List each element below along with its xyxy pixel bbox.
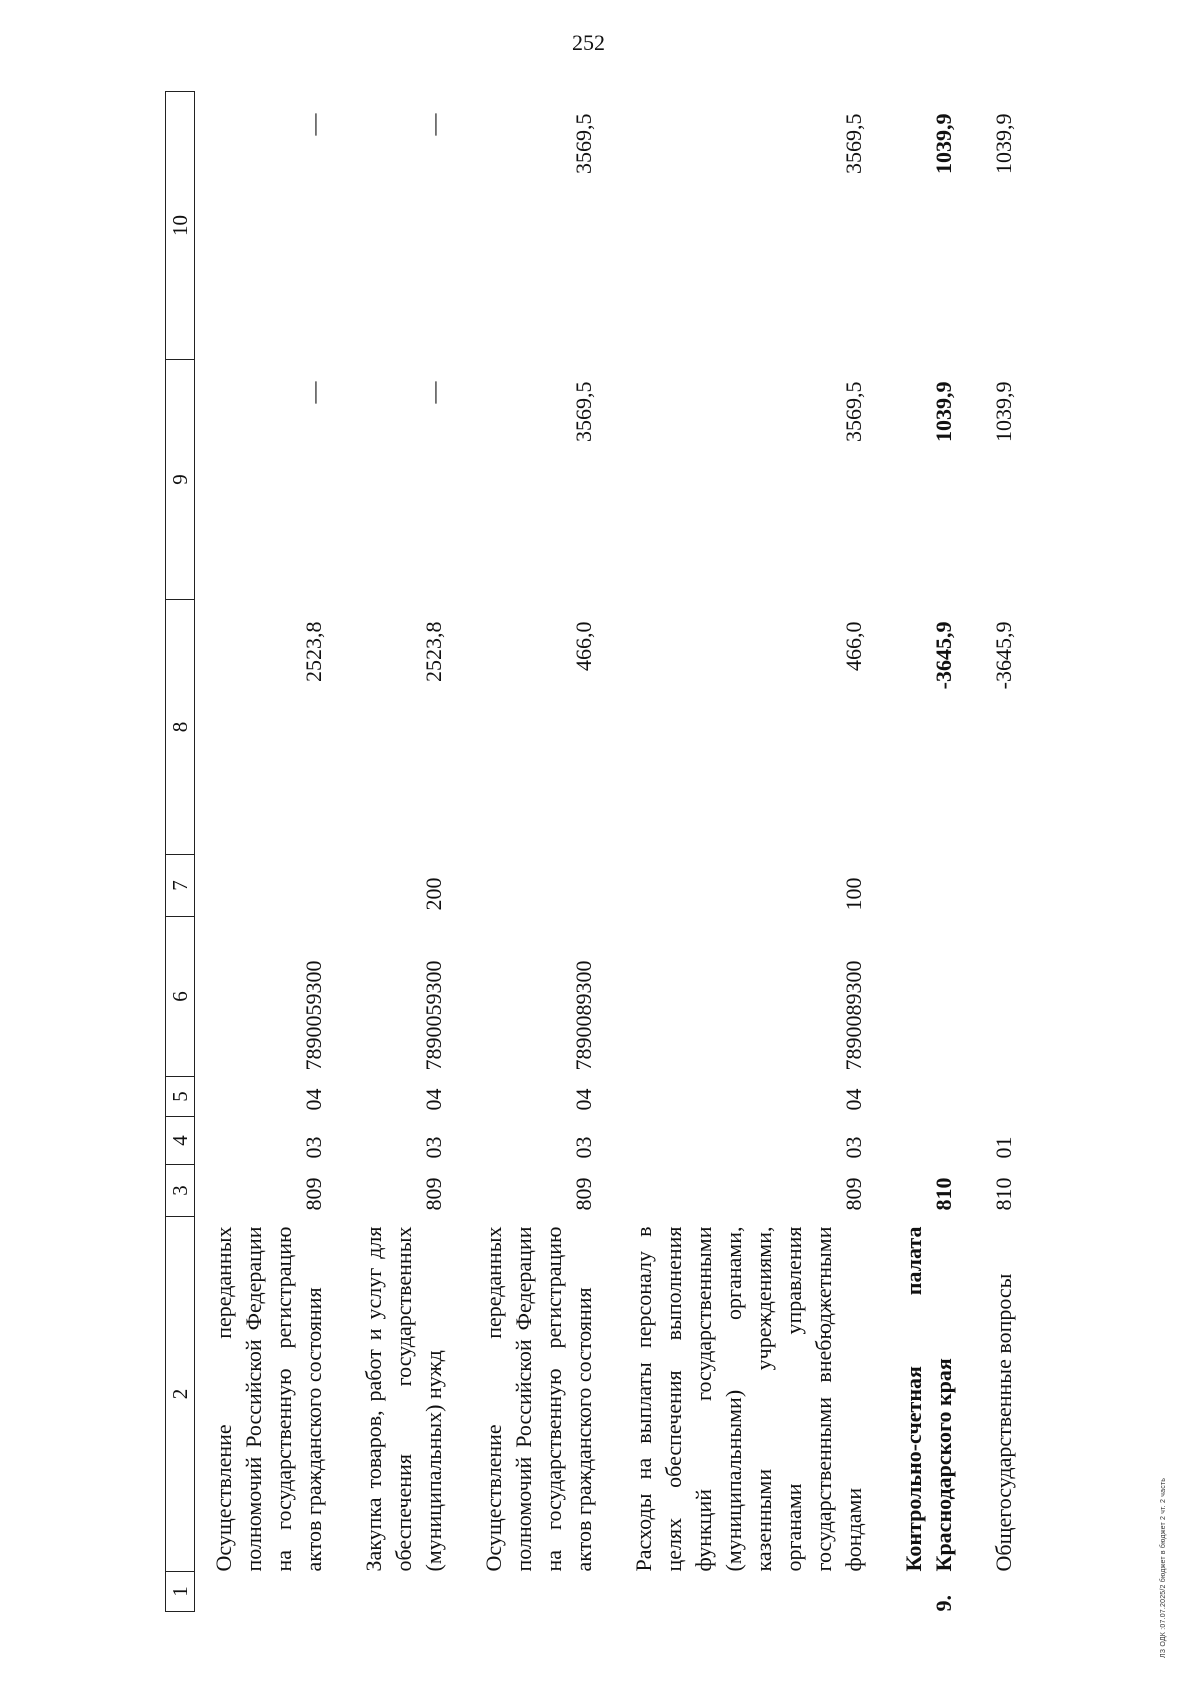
cell-ministry-code: 809 [571, 1177, 596, 1211]
cell-expense-type [195, 855, 346, 917]
cell-subsection-code: 04 [301, 1088, 326, 1111]
col-header-8: 8 [166, 600, 195, 855]
cell-subsection-code: 04 [841, 1088, 866, 1111]
section-number [615, 1572, 885, 1612]
cell-expense-type [885, 855, 975, 917]
cell-section-code: 01 [991, 1136, 1016, 1159]
section-number [975, 1572, 1035, 1612]
cell-expense-type [465, 855, 615, 917]
cell-section-code: 03 [421, 1136, 446, 1159]
cell-target-article [885, 917, 975, 1077]
page-number: 252 [572, 30, 605, 55]
cell-ministry-code: 810 [991, 1177, 1016, 1211]
table-row [465, 92, 615, 1612]
cell-target-article: 7890089300 [571, 960, 596, 1071]
cell-amount-8: 466,0 [571, 621, 596, 671]
cell-amount-10: — [421, 113, 446, 136]
col-header-10: 10 [166, 92, 195, 360]
cell-expense-type: 100 [841, 877, 866, 911]
cell-subsection-code [885, 1077, 975, 1117]
cell-amount-10: 3569,5 [571, 113, 596, 174]
budget-table [165, 91, 1035, 1612]
cell-target-article: 7890089300 [841, 960, 866, 1071]
cell-ministry-code: 809 [301, 1177, 326, 1211]
cell-target-article: 7890059300 [421, 960, 446, 1071]
section-total-row [885, 92, 975, 1612]
cell-amount-8: -3645,9 [931, 621, 956, 690]
cell-target-article: 7890059300 [301, 960, 326, 1071]
col-header-1: 1 [166, 1572, 195, 1612]
row-description: Контрольно-счетная палата Краснодарского края [901, 1226, 956, 1572]
cell-amount-8: -3645,9 [991, 621, 1016, 690]
section-number: 9. [931, 1595, 956, 1612]
cell-amount-9: — [421, 381, 446, 404]
cell-amount-8: 2523,8 [301, 621, 326, 682]
row-description: Закупка товаров, работ и услуг для обеспечения государственных (муниципальных) нужд [361, 1226, 446, 1572]
row-description: Осуществление переданных полномочий Российской Федерации на государственную регистрацию актов гражданского состояния [211, 1226, 326, 1572]
cell-amount-9: 1039,9 [931, 381, 956, 442]
cell-ministry-code: 810 [931, 1177, 956, 1211]
col-header-6: 6 [166, 917, 195, 1077]
col-header-9: 9 [166, 360, 195, 600]
cell-section-code: 03 [841, 1136, 866, 1159]
col-header-5: 5 [166, 1077, 195, 1117]
document-footer: ЛЗ ОДК :07.07.2025/2 бюджет в бюджет 2 чт. 2 часть [1160, 1477, 1167, 1658]
rotated-budget-table [165, 92, 1165, 1612]
row-description: Расходы на выплаты персоналу в целях обеспечения выполнения функций государственными (муниципальными) органами, казенными учреждениями, органами управления государственными внебюджетными фондами [631, 1226, 866, 1572]
cell-subsection-code [975, 1077, 1035, 1117]
cell-amount-9: — [301, 381, 326, 404]
cell-amount-10: — [301, 113, 326, 136]
cell-amount-9: 3569,5 [571, 381, 596, 442]
col-header-7: 7 [166, 855, 195, 917]
cell-subsection-code: 04 [571, 1088, 596, 1111]
table-row [615, 92, 885, 1612]
col-header-4: 4 [166, 1117, 195, 1165]
section-number [195, 1572, 346, 1612]
cell-amount-8: 466,0 [841, 621, 866, 671]
cell-expense-type: 200 [421, 877, 446, 911]
cell-ministry-code: 809 [841, 1177, 866, 1211]
row-description: Осуществление переданных полномочий Российской Федерации на государственную регистрацию актов гражданского состояния [481, 1226, 596, 1572]
cell-target-article [975, 917, 1035, 1077]
section-number [345, 1572, 465, 1612]
col-header-3: 3 [166, 1165, 195, 1217]
col-header-2: 2 [166, 1217, 195, 1572]
cell-amount-10: 1039,9 [931, 113, 956, 174]
column-number-header-row [166, 92, 195, 1612]
cell-amount-8: 2523,8 [421, 621, 446, 682]
table-row [345, 92, 465, 1612]
cell-amount-10: 3569,5 [841, 113, 866, 174]
cell-section-code [885, 1117, 975, 1165]
row-description: Общегосударственные вопросы [991, 1273, 1016, 1572]
cell-amount-9: 3569,5 [841, 381, 866, 442]
section-number [465, 1572, 615, 1612]
cell-expense-type [975, 855, 1035, 917]
cell-amount-9: 1039,9 [991, 381, 1016, 442]
table-row [195, 92, 346, 1612]
cell-ministry-code: 809 [421, 1177, 446, 1211]
cell-amount-10: 1039,9 [991, 113, 1016, 174]
cell-section-code: 03 [571, 1136, 596, 1159]
cell-section-code: 03 [301, 1136, 326, 1159]
cell-subsection-code: 04 [421, 1088, 446, 1111]
table-row [975, 92, 1035, 1612]
